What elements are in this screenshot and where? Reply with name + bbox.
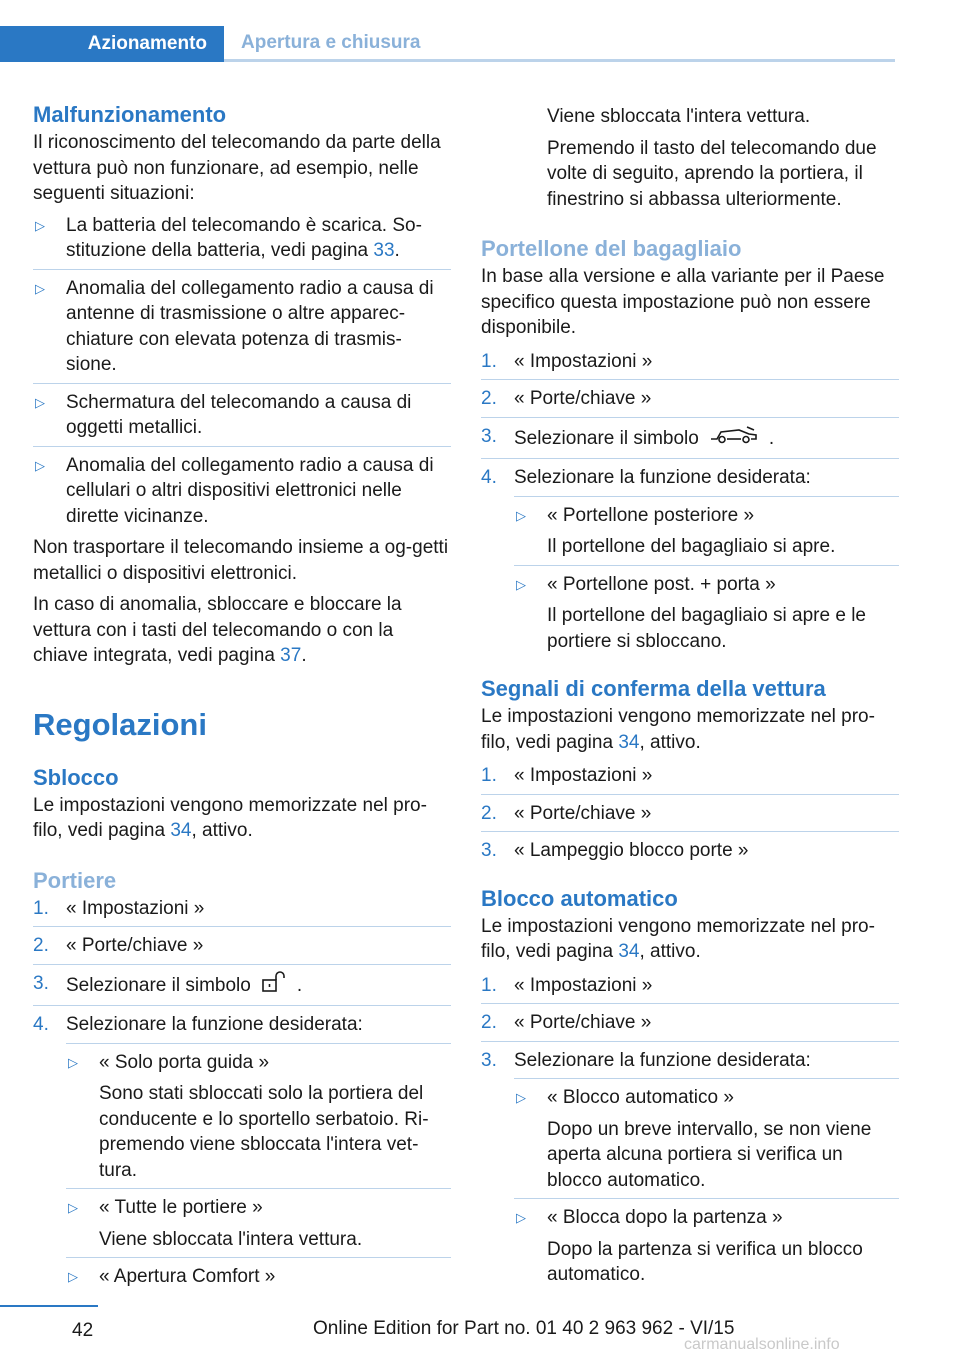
footer-rule [0, 1305, 98, 1307]
divider [33, 926, 451, 927]
step-text: Selezionare la funzione desiderata: [514, 1049, 811, 1071]
divider [33, 964, 451, 965]
option-label: « Tutte le portiere » [99, 1197, 263, 1218]
divider [514, 496, 899, 497]
divider [33, 269, 451, 270]
anomaly-note [33, 592, 451, 669]
page-link-37[interactable]: 37 [280, 645, 302, 666]
divider [481, 831, 899, 832]
option-label: « Portellone posteriore » [547, 504, 755, 526]
step-number: 4. [33, 1014, 49, 1035]
heading-regolazioni: Regolazioni [33, 706, 207, 742]
auto-text-body: Le impostazioni vengono memorizzate nel pro-filo, vedi pagina [481, 915, 875, 962]
step-text: « Porte/chiave » [514, 1012, 652, 1033]
option-item [481, 572, 899, 655]
anomaly-end: . [301, 645, 307, 666]
step-number: 2. [481, 388, 497, 409]
option-item [33, 1264, 451, 1290]
step-text: Selezionare la funzione desiderata: [66, 1014, 363, 1035]
step-item [481, 973, 899, 999]
option-desc: Viene sbloccata l'intera vettura. [99, 1228, 363, 1250]
triangle-bullet-icon: ▷ [68, 1200, 78, 1215]
step-item [33, 933, 451, 959]
step-text: « Porte/chiave » [514, 388, 652, 409]
triangle-bullet-icon: ▷ [35, 217, 45, 233]
option-label: « Blocco automatico » [547, 1087, 734, 1108]
auto-end: , attivo. [639, 941, 701, 962]
step-text: « Impostazioni » [66, 897, 205, 919]
step-number: 1. [481, 765, 497, 786]
page-link-34[interactable]: 34 [170, 820, 192, 841]
list-item [33, 213, 451, 264]
list-item [33, 276, 451, 378]
triangle-bullet-icon: ▷ [68, 1054, 78, 1070]
triangle-bullet-icon: ▷ [516, 1090, 526, 1105]
triangle-bullet-icon: ▷ [35, 457, 45, 473]
heading-sblocco: Sblocco [33, 764, 119, 790]
option-label: « Portellone post. + porta » [547, 573, 776, 595]
step-number: 2. [481, 802, 497, 824]
step-number: 1. [481, 350, 497, 372]
step-item [481, 465, 899, 491]
divider [514, 1078, 899, 1079]
heading-malfunzionamento: Malfunzionamento [33, 102, 227, 127]
sblocco-end: , attivo. [191, 820, 253, 841]
step-number: 3. [33, 972, 49, 994]
anomaly-text: In caso di anomalia, sbloccare e bloccare la vettura con i tasti del telecomando o con la chiave integrata, vedi pagina [33, 594, 402, 666]
header-rule [224, 59, 895, 62]
option-desc: Dopo la partenza si verifica un blocco automatico. [547, 1238, 863, 1285]
option-label: « Blocca dopo la partenza » [547, 1207, 783, 1228]
page-number: 42 [72, 1320, 94, 1341]
step-text: Selezionare la funzione desiderata: [514, 467, 811, 488]
triangle-bullet-icon: ▷ [516, 507, 526, 523]
car-trunk-icon [709, 424, 759, 454]
step-item [481, 424, 899, 454]
divider [33, 383, 451, 384]
confirm-end: , attivo. [639, 731, 701, 753]
divider [481, 1041, 899, 1042]
step-number: 3. [481, 840, 497, 861]
step-text [66, 971, 302, 1001]
option-desc: Sono stati sbloccati solo la portiera del conducente e lo sportello serbatoio. Ri-premendo viene sbloccata l'intera vet-tura. [99, 1083, 429, 1181]
divider [481, 1003, 899, 1004]
malf-intro: Il riconoscimento del telecomando da parte della vettura può non funzionare, ad esempio, nelle seguenti situazioni: [33, 132, 441, 204]
triangle-bullet-icon: ▷ [35, 394, 45, 410]
divider [33, 1005, 451, 1006]
section-tab-azionamento[interactable]: Azionamento [0, 26, 224, 62]
heading-portiere: Portiere [33, 867, 117, 893]
divider [66, 1257, 451, 1258]
option-desc: Il portellone del bagagliaio si apre e le portiere si sbloccano. [547, 605, 866, 652]
step-number: 3. [481, 1049, 497, 1071]
option-item [33, 1050, 451, 1184]
auto-text [481, 914, 899, 965]
bullet-text: La batteria del telecomando è scarica. So-stituzione della batteria, vedi pagina [66, 214, 422, 261]
heading-segnali-conferma: Segnali di conferma della vettura [481, 676, 826, 701]
option-desc: Dopo un breve intervallo, se non viene aperta alcuna portiera si verifica un blocco automatico. [547, 1118, 872, 1191]
step-end: . [768, 427, 775, 449]
no-metal-note: Non trasportare il telecomando insieme a og-getti metallici o dispositivi elettronici. [33, 537, 449, 584]
step-text-body: Selezionare il simbolo [66, 974, 251, 996]
option-label: « Apertura Comfort » [99, 1266, 276, 1287]
divider [514, 1198, 899, 1199]
step-number: 2. [33, 935, 49, 956]
step-item [481, 763, 899, 789]
trunk-intro: In base alla versione e alla variante per il Paese specifico questa impostazione può non essere disponibile. [481, 266, 885, 338]
step-item [481, 1010, 899, 1036]
bullet-end: . [394, 240, 400, 261]
step-text: « Porte/chiave » [66, 935, 204, 956]
option-item [481, 1085, 899, 1193]
divider [481, 794, 899, 795]
step-text [514, 424, 774, 454]
step-text: « Impostazioni » [514, 974, 653, 996]
step-text: « Impostazioni » [514, 350, 653, 372]
bullet-text: Anomalia del collegamento radio a causa di cellulari o altri dispositivi elettronici nelle dirette vicinanze. [66, 454, 434, 527]
step-item [33, 1012, 451, 1038]
confirm-text [481, 704, 899, 755]
left-column [33, 100, 451, 1290]
divider [481, 379, 899, 380]
step-item [481, 838, 899, 864]
heading-blocco-automatico: Blocco automatico [481, 885, 678, 911]
confirm-text-body: Le impostazioni vengono memorizzate nel pro-filo, vedi pagina [481, 706, 875, 753]
sblocco-text [33, 793, 451, 844]
edition-note: Online Edition for Part no. 01 40 2 963 962 - VI/15 [313, 1318, 735, 1339]
watermark: carmanualsonline.info [684, 1336, 840, 1353]
option-item [481, 1205, 899, 1288]
step-item [481, 349, 899, 375]
step-end: . [296, 974, 303, 996]
header-tabbar [0, 26, 895, 62]
unlock-icon [261, 971, 287, 1001]
list-item [33, 390, 451, 441]
step-item [33, 971, 451, 1001]
page-link-34[interactable]: 34 [618, 731, 640, 753]
right-column [481, 104, 899, 1288]
list-item [33, 453, 451, 530]
step-number: 3. [481, 425, 497, 447]
step-text: « Porte/chiave » [514, 802, 652, 824]
step-item [481, 386, 899, 412]
divider [66, 1043, 451, 1044]
option-label: « Solo porta guida » [99, 1051, 270, 1073]
step-number: 1. [481, 974, 497, 996]
option-desc: Il portellone del bagagliaio si apre. [547, 536, 836, 557]
bullet-text: Schermatura del telecomando a causa di oggetti metallici. [66, 391, 412, 438]
triangle-bullet-icon: ▷ [516, 576, 526, 592]
step-text: « Impostazioni » [514, 765, 653, 786]
option-desc: Premendo il tasto del telecomando due volte di seguito, aprendo la portiera, il finestrino si abbassa ulteriormente. [547, 137, 877, 210]
divider [481, 458, 899, 459]
divider [481, 417, 899, 418]
step-text: « Lampeggio blocco porte » [514, 840, 749, 861]
triangle-bullet-icon: ▷ [35, 280, 45, 296]
page-link-34[interactable]: 34 [618, 941, 640, 962]
page-link-33[interactable]: 33 [373, 240, 395, 261]
step-number: 4. [481, 467, 497, 488]
step-text-body: Selezionare il simbolo [514, 427, 699, 449]
divider [66, 1188, 451, 1189]
step-item [481, 1048, 899, 1074]
sblocco-text-body: Le impostazioni vengono memorizzate nel pro-filo, vedi pagina [33, 794, 427, 841]
option-item [481, 503, 899, 560]
triangle-bullet-icon: ▷ [68, 1269, 78, 1284]
section-tab-apertura[interactable]: Apertura e chiusura [241, 32, 421, 53]
heading-portellone: Portellone del bagagliaio [481, 236, 742, 261]
step-number: 1. [33, 897, 49, 919]
divider [514, 565, 899, 566]
bullet-text: Anomalia del collegamento radio a causa di antenne di trasmissione o altre apparec-chiature con elevata potenza di trasmis-sione. [66, 277, 434, 375]
step-number: 2. [481, 1012, 497, 1033]
option-desc: Viene sbloccata l'intera vettura. [547, 106, 811, 127]
step-item [33, 896, 451, 922]
triangle-bullet-icon: ▷ [516, 1210, 526, 1225]
option-item [33, 1195, 451, 1252]
divider [33, 446, 451, 447]
step-item [481, 801, 899, 827]
